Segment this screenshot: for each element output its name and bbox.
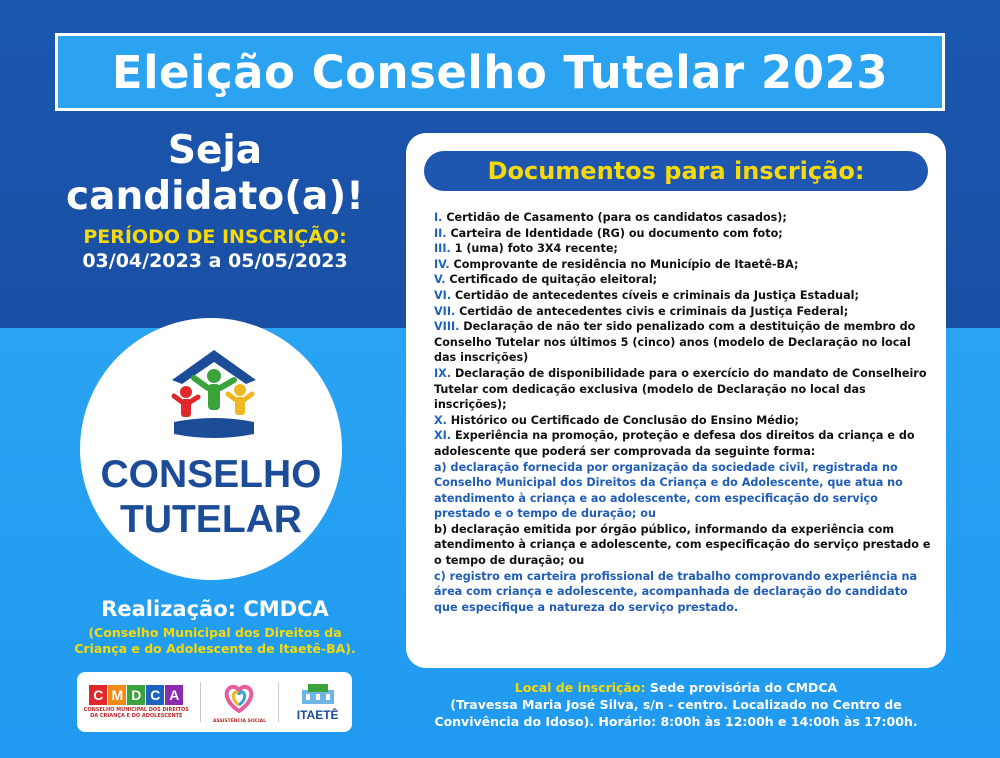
cmdca-letter: C [89, 685, 107, 705]
documentos-header [424, 151, 928, 191]
cmdca-caption-1: CONSELHO MUNICIPAL DOS DIREITOS [83, 707, 189, 713]
local-inscricao [406, 679, 946, 730]
heart-icon [222, 681, 256, 715]
list-item: III. 1 (uma) foto 3X4 recente; [434, 242, 618, 256]
conselho-tutelar-logo [80, 318, 342, 580]
cmdca-caption-2: DA CRIANÇA E DO ADOLESCENTE [90, 713, 183, 719]
realizacao-title: Realização: CMDCA [101, 597, 329, 621]
headline-line-1: Seja [167, 128, 263, 173]
family-house-icon [164, 342, 264, 442]
list-item: X. Histórico ou Certificado de Conclusão do Ensino Médio; [434, 413, 799, 427]
assist-caption: ASSISTÊNCIA SOCIAL [212, 718, 266, 724]
documentos-panel [406, 133, 946, 668]
local-label: Local de inscrição: [514, 680, 646, 695]
city-building-icon [298, 682, 338, 704]
list-item: VI. Certidão de antecedentes cíveis e criminais da Justiça Estadual; [434, 288, 859, 302]
local-line-2: (Travessa Maria José Silva, s/n - centro. Localizado no Centro de [450, 697, 902, 712]
periodo-datas: 03/04/2023 a 05/05/2023 [82, 250, 348, 272]
page-title: Eleição Conselho Tutelar 2023 [111, 45, 889, 99]
list-item: I. Certidão de Casamento (para os candidatos casados); [434, 211, 787, 224]
call-to-action [30, 128, 400, 272]
logo-line-2: TUTELAR [120, 498, 302, 541]
itaete-name: ITAETÊ [296, 708, 339, 722]
documentos-header-text: Documentos para inscrição: [487, 157, 865, 185]
cmdca-letter: D [127, 685, 145, 705]
realizacao-block [40, 597, 390, 657]
realizacao-sub-1: (Conselho Municipal dos Direitos da [88, 625, 342, 640]
cmdca-letter: M [108, 685, 126, 705]
list-item: VIII. Declaração de não ter sido penalizado com a destituição de membro do Conselho Tutelar nos últimos 5 (cinco) anos (modelo de Declaração no local das inscrições) [434, 320, 916, 365]
title-banner [55, 33, 945, 111]
list-item: V. Certificado de quitação eleitoral; [434, 273, 658, 287]
sub-item-b: b) declaração emitida por órgão público, informando da experiência com atendimento à criança e adolescente, com especificação do serviço prestado e o tempo de duração; ou [434, 522, 931, 568]
local-line-1: Sede provisória do CMDCA [645, 680, 838, 695]
assistencia-social-logo [209, 681, 269, 724]
realizacao-sub-2: Criança e do Adolescente de Itaetê-BA). [74, 641, 356, 656]
headline-line-2: candidato(a)! [66, 174, 364, 219]
divider [200, 682, 201, 722]
local-line-3: Convivência do Idoso). Horário: 8:00h às 12:00h e 14:00h às 17:00h. [434, 714, 918, 729]
list-item: II. Carteira de Identidade (RG) ou documento com foto; [434, 226, 783, 240]
list-item: VII. Certidão de antecedentes civis e criminais da Justiça Federal; [434, 304, 849, 318]
logo-line-1: CONSELHO [100, 453, 322, 496]
list-item: IV. Comprovante de residência no Município de Itaetê-BA; [434, 257, 799, 271]
sub-item-a: a) declaração fornecida por organização da sociedade civil, registrada no Conselho Municipal dos Direitos da Criança e do Adolescente, que atua no atendimento à criança e ao adolescente, com especificação do serviço prestado e o tempo de duração; ou [434, 460, 903, 521]
divider [278, 682, 279, 722]
periodo-label: PERÍODO DE INSCRIÇÃO: [83, 226, 347, 248]
cmdca-logo [81, 685, 191, 719]
itaete-logo [288, 682, 348, 722]
documentos-list [434, 210, 934, 615]
sub-item-c: c) registro em carteira profissional de trabalho comprovando experiência na área com criança e adolescente, acompanhada de declaração do candidato que especifique a natureza do serviço prestado. [434, 569, 918, 614]
sponsor-logos [77, 672, 352, 732]
list-item: XI. Experiência na promoção, proteção e defesa dos direitos da criança e do adolescente que poderá ser comprovada da seguinte forma: [434, 429, 915, 458]
cmdca-letter: C [146, 685, 164, 705]
cmdca-letter: A [165, 685, 183, 705]
list-item: IX. Declaração de disponibilidade para o exercício do mandato de Conselheiro Tutelar com dedicação exclusiva (modelo de Declaração no local das inscrições); [434, 366, 927, 412]
